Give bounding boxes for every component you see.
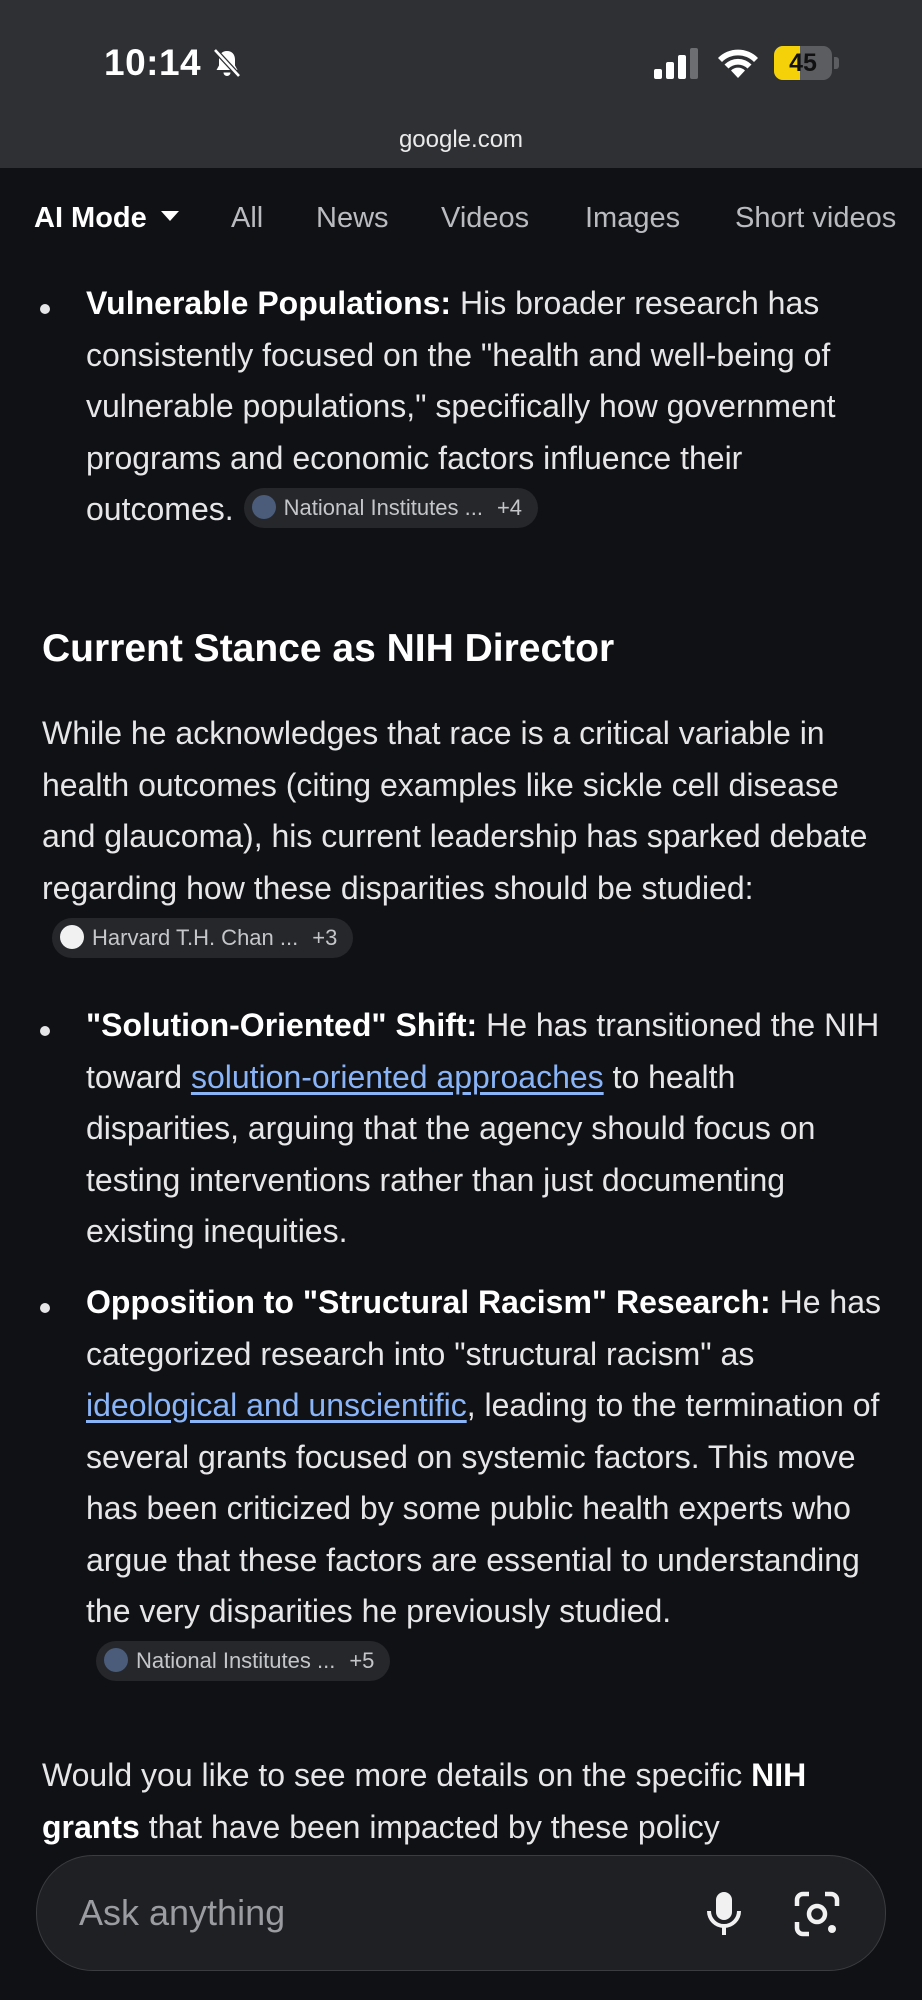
google-lens-icon[interactable] xyxy=(791,1888,843,1940)
tab-videos[interactable]: Videos xyxy=(441,202,530,234)
source-name: National Institutes ... xyxy=(136,1648,336,1674)
bell-slash-icon xyxy=(210,46,244,80)
list-item-text: His broader research has consistently focused on the "health and well-being of vulnerable populations," specifically how government programs and economic factors influence their outcomes. xyxy=(86,285,836,527)
url-bar[interactable]: google.com xyxy=(398,126,524,153)
intro-paragraph xyxy=(42,708,892,966)
caret-down-icon xyxy=(161,211,179,221)
list-item-text: He has transitioned the NIH toward xyxy=(86,1007,880,1095)
source-chip-harvard[interactable] xyxy=(52,918,353,958)
ask-input[interactable]: Ask anything xyxy=(79,1892,286,1933)
tab-label: AI Mode xyxy=(34,202,147,234)
tab-short-videos[interactable]: Short videos xyxy=(735,202,897,234)
followup-paragraph xyxy=(42,1750,892,1853)
link-solution-oriented-approaches[interactable]: solution-oriented approaches xyxy=(190,1058,604,1095)
list-item-title: "Solution-Oriented" Shift: xyxy=(86,1007,478,1043)
status-bar xyxy=(0,40,922,90)
source-count: +5 xyxy=(349,1648,375,1674)
browser-top-bar xyxy=(0,0,922,168)
section-heading: Current Stance as NIH Director xyxy=(42,627,615,670)
list-item-title: Opposition to "Structural Racism" Research: xyxy=(86,1284,771,1320)
bullet-dot xyxy=(40,1303,50,1313)
link-ideological-and-unscientific[interactable]: ideological and unscientific xyxy=(86,1387,467,1423)
followup-text: Would you like to see more details on the specific xyxy=(42,1757,752,1793)
source-name: National Institutes ... xyxy=(283,494,483,520)
harvard-favicon-icon xyxy=(60,925,84,949)
list-item-text: , leading to the termination of several grants focused on systemic factors. This move has been criticized by some public health experts who argue that these factors are essential to understanding the very disparities he previously studied. xyxy=(86,1387,880,1629)
microphone-icon[interactable] xyxy=(697,1886,751,1940)
followup-bold: NIH grants xyxy=(42,1757,807,1845)
tab-images[interactable]: Images xyxy=(585,202,681,234)
nih-favicon-icon xyxy=(104,1648,128,1672)
search-tabs xyxy=(0,168,922,272)
source-chip-national-institutes[interactable] xyxy=(244,488,538,528)
ask-bar[interactable] xyxy=(36,1855,886,1971)
cell-signal-icon xyxy=(654,48,702,80)
tab-news[interactable]: News xyxy=(316,202,389,234)
nih-favicon-icon xyxy=(252,495,276,519)
list-item-text: He has categorized research into "structural racism" as xyxy=(86,1284,881,1372)
list-item-structural-racism xyxy=(86,1277,886,1689)
source-count: +4 xyxy=(496,494,523,520)
source-chip-national-institutes[interactable] xyxy=(96,1641,390,1681)
list-item-solution-oriented xyxy=(86,1000,886,1258)
followup-text: that have been impacted by these policy xyxy=(139,1808,720,1845)
list-item-text: to health disparities, arguing that the agency should focus on testing interventions rather than just documenting existing inequities. xyxy=(86,1058,816,1249)
battery-icon xyxy=(774,46,840,82)
list-item-title: Vulnerable Populations: xyxy=(86,285,452,321)
bullet-dot xyxy=(40,1026,50,1036)
source-name: Harvard T.H. Chan ... xyxy=(92,924,299,950)
bullet-dot xyxy=(40,304,50,314)
battery-level: 45 xyxy=(789,49,817,77)
source-count: +3 xyxy=(312,924,338,950)
intro-text: While he acknowledges that race is a critical variable in health outcomes (citing examples like sickle cell disease and glaucoma), his current leadership has sparked debate regarding how these disparities should be studied: xyxy=(42,715,868,906)
status-time: 10:14 xyxy=(104,42,202,83)
list-item-vulnerable-populations xyxy=(86,278,886,536)
tab-all[interactable]: All xyxy=(231,202,264,234)
tab-ai-mode[interactable] xyxy=(34,202,179,235)
wifi-icon xyxy=(716,48,760,80)
